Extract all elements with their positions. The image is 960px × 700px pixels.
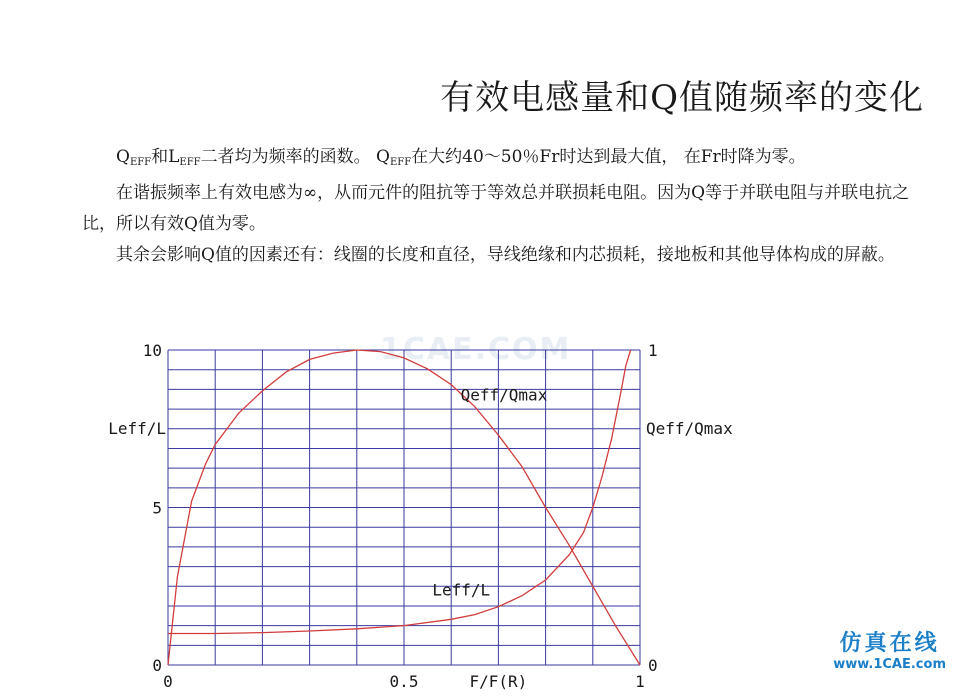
q-symbol: Q bbox=[116, 147, 130, 167]
x-tick-label: 0 bbox=[163, 672, 173, 691]
logo-url: www.1CAE.com bbox=[833, 657, 946, 672]
series-label-leff-l: Leff/L bbox=[432, 580, 491, 600]
site-logo bbox=[833, 626, 946, 672]
x-axis-label: F/F(R) bbox=[469, 672, 528, 691]
paragraph-1-text-c: 在大约40～50％Fr时达到最大值， 在Fr时降为零。 bbox=[411, 147, 806, 167]
x-tick-label: 0.5 bbox=[389, 672, 419, 691]
y-right-axis-label: Qeff/Qmax bbox=[646, 419, 733, 438]
q-eff-subscript: EFF bbox=[129, 157, 152, 168]
series-line-leff-l bbox=[168, 350, 631, 634]
logo-text: 仿真在线 bbox=[839, 631, 940, 656]
paragraph-1-text-b: 二者均为频率的函数。 Q bbox=[200, 147, 390, 167]
slide-title: 有效电感量和Q值随频率的变化 bbox=[440, 78, 924, 118]
y-right-tick-label: 1 bbox=[648, 341, 658, 360]
l-eff-subscript: EFF bbox=[179, 157, 201, 168]
paragraph-3: 其余会影响Q值的因素还有：线圈的长度和直径，导线绝缘和内芯损耗，接地板和其他导体构成的屏蔽。 bbox=[116, 245, 895, 265]
paragraph-2: 在谐振频率上有效电感为∞，从而元件的阻抗等于等效总并联损耗电阻。因为Q等于并联电阻与并联电抗之比，所以有效Q值为零。 bbox=[82, 183, 910, 234]
x-tick-label: 1 bbox=[635, 672, 645, 691]
y-right-tick-label: 0 bbox=[648, 656, 658, 675]
y-left-tick-label: 0 bbox=[152, 656, 162, 675]
paragraph-1-text-a: 和L bbox=[151, 147, 180, 167]
y-left-tick-label: 10 bbox=[142, 341, 162, 360]
q-eff-subscript-2: EFF bbox=[389, 157, 412, 168]
series-label-qeff-qmax: Qeff/Qmax bbox=[460, 385, 548, 405]
watermark: 1CAE.COM bbox=[380, 332, 572, 367]
y-left-axis-label: Leff/L bbox=[108, 419, 166, 438]
y-left-tick-label: 5 bbox=[152, 498, 162, 518]
